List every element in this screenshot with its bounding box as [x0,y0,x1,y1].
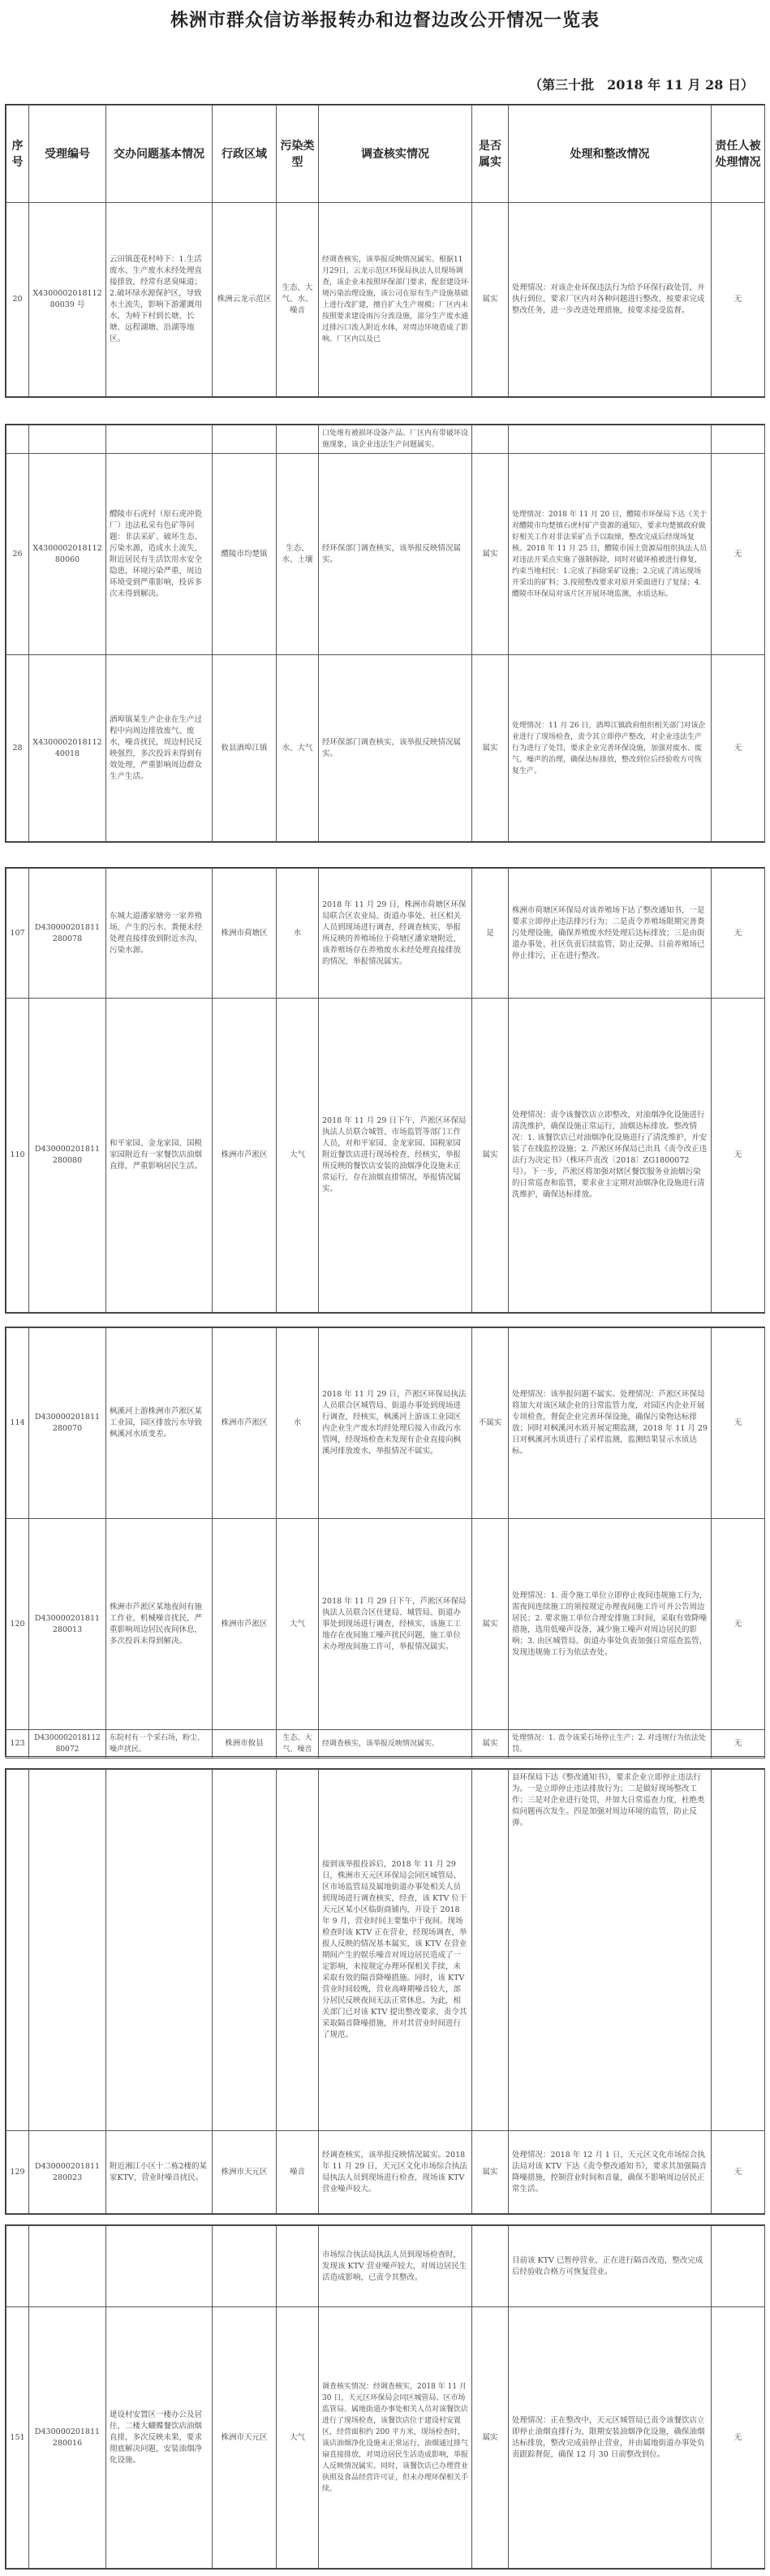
cell-type: 生态、大气、水、噪音 [277,203,319,397]
cell-accountability: 无 [712,869,765,999]
cell-handling: 处理情况：对该企业环保违法行为给予环保行政处罚，并执行到位，要求厂区内对各种问题进行整改，按要求完成整改任务，进一步改进处理措施，按要求接受监督。 [509,203,712,397]
cell-type [277,425,319,454]
cell-region: 株洲市荷塘区 [213,869,277,999]
cell-investigation: 经调查核实，该举报反映情况属实。2018 年 11 月 29 日，天元区文化市场综合执法局执法人员到现场进行检查，现场该 KTV 营业噪声较大。 [319,2131,472,2214]
complaints-table [6,1327,765,1758]
cell-no: 28 [6,655,29,842]
cell-accountability [712,2226,765,2307]
cell-id: X430000201811280060 [29,454,106,655]
cell-handling: 目前该 KTV 已暂停营业，正在进行隔音改造，整改完成后经验收合格方可恢复营业。 [509,2226,712,2307]
cell-accountability: 无 [712,2307,765,2569]
cell-type: 水、大气 [277,655,319,842]
cell-no [6,2226,29,2307]
cell-region: 株洲市攸县 [213,1730,277,1758]
cell-id: D430000201811280072 [29,1730,106,1758]
cell-region: 株洲市芦淞区 [213,1328,277,1519]
table-page-3 [5,867,765,1314]
cell-accountability: 无 [712,999,765,1313]
cell-accountability: 无 [712,203,765,397]
cell-id: D430000201811280070 [29,1328,106,1519]
cell-type: 大气 [277,999,319,1313]
cell-handling: 处理情况：11 月 26 日，酒埠江镇政府组织相关部门对该企业进行了现场检查，责令其立即停产整改，对企业违法生产行为进行了处罚，要求企业完善环保设施，加强对废水、废气、噪声的治理，确保达标排放，整改到位后经验收方可恢复生产。 [509,655,712,842]
cell-verified [472,425,509,454]
cell-accountability: 无 [712,1519,765,1730]
header-investigation: 调查核实情况 [319,106,472,203]
cell-investigation: 经环保部门调查核实，该举报反映情况属实。 [319,655,472,842]
header-type: 污染类型 [277,106,319,203]
table-row [6,454,765,655]
cell-handling: 株洲市荷塘区环保局对该养殖场下达了整改通知书，一是要求立即停止违法排污行为；二是责令养殖场限期完善粪污处理设施，确保养殖废水经处理后达标排放；三是由街道办事处、社区负责后续监管，防止反弹。目前养殖场已停止排污，正在进行整改。 [509,869,712,999]
cell-id: D430000201811280016 [29,2307,106,2569]
cell-no [6,1770,29,2131]
cell-investigation: 口处堆有被损坏设备产品。厂区内有带破坏设施现象，该企业违法生产问题属实。 [319,425,472,454]
cell-accountability: 无 [712,655,765,842]
header-content: 交办问题基本情况 [106,106,213,203]
cell-id: D430000201811280080 [29,999,106,1313]
cell-no: 107 [6,869,29,999]
header-accountability: 责任人被处理情况 [712,106,765,203]
cell-type [277,1770,319,2131]
cell-verified: 属实 [472,655,509,842]
table-page-4 [5,1327,765,1757]
cell-no: 20 [6,203,29,397]
batch-subtitle: （第三十批 2018 年 11 月 28 日） [529,77,754,93]
cell-investigation: 2018 年 11 月 29 日下午，芦淞区环保局执法人员联合城管、市场监管等部门工作人员，对和平家园、金龙家园、国税家园附近餐饮店进行现场检查，经核实，举报所反映的餐饮店安装的油烟净化设施未正常运行，存在油烟直排情况，举报情况属实。 [319,999,472,1313]
cell-verified: 属实 [472,2307,509,2569]
cell-no: 129 [6,2131,29,2214]
header-id: 受理编号 [29,106,106,203]
cell-handling: 处理情况：1. 责令施工单位立即停止夜间违规施工行为，需夜间连续施工的须按规定办理夜间施工许可并公告周边居民；2. 要求施工单位合理安排施工时间，采取有效降噪措施，选用低噪声设备，减少施工噪声对周边居民的影响；3. 由区城管局、街道办事处负责加强日常巡查监管，发现违规施工行为依法查处。 [509,1519,712,1730]
header-no: 序号 [6,106,29,203]
cell-region: 株洲市天元区 [213,2131,277,2214]
cell-verified: 属实 [472,203,509,397]
complaints-table [6,425,765,842]
cell-no: 26 [6,454,29,655]
cell-region: 株洲云龙示范区 [213,203,277,397]
header-region: 行政区域 [213,106,277,203]
cell-verified: 属实 [472,999,509,1313]
cell-investigation: 接到该举报投诉后，2018 年 11 月 29 日，株洲市天元区环保局会同区城管局、区市场监管局及属地街道办事处相关人员到现场进行调查核实，经查，该 KTV 位于天元区某小区临街商铺内，开设于 2018 年 9 月，营业时间主要集中于夜间。现场检查时该 KTV 正在营业，经现场调查，举报人反映的情况基本属实，该 KTV 在营业期间产生的娱乐噪音对周边居民造成了一定影响，未按规定办理环保相关手续，未采取有效的隔音降噪措施。同时，该 KTV 营业时间较晚，营业高峰期噪音较大，部分居民反映夜间无法正常休息。为此，相关部门已对该 KTV 提出整改要求，责令其采取隔音降噪措施，并对其营业时间进行了规范。 [319,1770,472,2131]
cell-region [213,425,277,454]
cell-content: 附近湘江小区十二栋2楼的某家KTV，营业时噪音扰民。 [106,2131,213,2214]
cell-verified: 是 [472,869,509,999]
cell-content: 和平家园、金龙家园、国税家园附近有一家餐饮店油烟直排，严重影响居民生活。 [106,999,213,1313]
cell-investigation: 2018 年 11 月 29 日，株洲市荷塘区环保局联合区农业局、街道办事处、社区相关人员到现场进行调查，经调查核实，举报所反映的养殖场位于荷塘区潘家塘附近，该养殖场存在养殖废水未经处理直接排放的情况，举报情况属实。 [319,869,472,999]
cell-no: 114 [6,1328,29,1519]
cell-region [213,2226,277,2307]
cell-type: 水 [277,1328,319,1519]
cell-accountability: 无 [712,1730,765,1758]
cell-verified [472,2226,509,2307]
cell-region: 攸县酒埠江镇 [213,655,277,842]
cell-type: 生态、水、土壤 [277,454,319,655]
cell-investigation: 2018 年 11 月 29 日，芦淞区环保局执法人员联合区城管局、街道办事处到现场进行调查，经核实，枫溪河上游该工业园区内企业生产废水均经处理后接入市政污水管网，经现场检查未发现有企业直接向枫溪河排放废水，举报情况不属实。 [319,1328,472,1519]
cell-investigation: 经调查核实，该举报反映情况属实。 [319,1730,472,1758]
cell-verified: 属实 [472,2131,509,2214]
cell-handling: 处理情况：责令该餐饮店立即整改，对油烟净化设施进行清洗维护，确保设施正常运行，油烟达标排放。整改情况：1. 该餐饮店已对油烟净化设施进行了清洗维护，并安装了在线监控设施；2. 芦淞区环保局已出具《责令改正违法行为决定书》（株环芦责改〔2018〕ZG1800072 号）。下一步，芦淞区将加强对辖区餐饮服务业油烟污染的日常巡查和监管，要求业主定期对油烟净化设施进行清洗维护，确保达标排放。 [509,999,712,1313]
cell-investigation: 市场综合执法局执法人员到现场检查时，发现该 KTV 营业噪声较大，对周边居民生活造成影响，已责令其整改。 [319,2226,472,2307]
header-row [6,106,765,203]
cell-handling: 处理情况：2018 年 11 月 20 日，醴陵市环保局下达《关于对醴陵市均楚镇石虎村矿产资源的通知》，要求均楚镇政府做好相关工作对非法采矿点予以取缔，整改完成后经现场复核。2018 年 11 月 25 日，醴陵市国土资源局组织执法人员对违法开采点实施了强制拆除，同时对破坏植被进行修复，约束当地村民：1.完成了拆除采矿设施；2.完成了清运现场开采出的矿料；3.按照整改要求对原开采面进行了复绿；4.醴陵市环保局对该片区开展环境监测，水质达标。 [509,454,712,655]
cell-handling: 县环保局下达《整改通知书》，要求企业立即停止违法行为。一是立即停止违法排放行为；二是做好现场整改工作；三是对企业进行处罚，并加大日常巡查力度，杜绝类似问题再次发生。四是加强对周边环境的监管，防止反弹。 [509,1770,712,2131]
complaints-table [6,1769,765,2214]
cell-id: D430000201811280013 [29,1519,106,1730]
cell-region [213,1770,277,2131]
cell-type: 噪音 [277,2131,319,2214]
table-page-2 [5,424,765,843]
cell-id: D430000201811280078 [29,869,106,999]
page-title: 株洲市群众信访举报转办和边督边改公开情况一览表 [170,11,600,31]
cell-investigation: 调查核实情况：经调查核实，2018 年 11 月 30 日，天元区环保局会同区城管局、区市场监管局、属地街道办事处相关人员对该餐饮店进行了现场检查，该餐饮店位于建设村安置区，经营面积约 200 平方米，现场检查时，该店油烟净化设施未正常运行，油烟通过排气扇直接排放，对周边居民生活造成影响，举报人反映情况属实。同时，该餐饮店已办理营业执照及食品经营许可证，但未办理环保相关手续。 [319,2307,472,2569]
table-row [6,655,765,842]
cell-region: 株洲市芦淞区 [213,999,277,1313]
cell-content: 东城大道潘家塘旁一家养殖场，产生的污水、粪便未经处理直接排放到附近水沟，污染水源。 [106,869,213,999]
cell-id [29,425,106,454]
cell-region: 株洲市天元区 [213,2307,277,2569]
complaints-table [6,2225,765,2569]
cell-content: 株洲市芦淞区某地夜间有施工作业，机械噪音扰民，严重影响周边居民夜间休息，多次投诉未得到解决。 [106,1519,213,1730]
cell-id: D430000201811280023 [29,2131,106,2214]
cell-content: 醴陵市石虎村（原石虎冲瓷厂）违法私采有色矿等问题：非法采矿、破坏生态、污染水源，造成水土流失，附近居民有生活饮用水安全隐患，环境污染严重，周边环境受到严重影响，投诉多次未得到解决。 [106,454,213,655]
cell-id [29,2226,106,2307]
complaints-table [6,105,765,397]
cell-verified: 属实 [472,454,509,655]
cell-verified: 属实 [472,1730,509,1758]
cell-accountability: 无 [712,454,765,655]
cell-accountability: 无 [712,1328,765,1519]
cell-investigation: 经环保部门调查核实，该举报反映情况属实。 [319,454,472,655]
cell-region: 醴陵市均楚镇 [213,454,277,655]
cell-content: 枫溪河上游株洲市芦淞区某工业园，园区排放污水导致枫溪河水质变差。 [106,1328,213,1519]
cell-verified: 属实 [472,1519,509,1730]
cell-content: 云田镇莲花村峙下：1.生活废水、生产废水未经处理直接排放，经常有恶臭味道；2.破坏绿水源保护区，导致水土流失，影响下游灌溉用水，为峙下村到长塘、长塘、远程湖塘、沿湖等地区。 [106,203,213,397]
header-verified: 是否属实 [472,106,509,203]
table-row [6,1519,765,1730]
cell-id: X430000201811240018 [29,655,106,842]
table-row [6,425,765,454]
table-row [6,1328,765,1519]
cell-content [106,1770,213,2131]
table-row [6,999,765,1313]
cell-no: 120 [6,1519,29,1730]
cell-investigation: 2018 年 11 月 29 日下午，芦淞区环保局执法人员联合区住建局、城管局、街道办事处到现场进行调查，经核实，该施工工地存在夜间施工噪声扰民问题，施工单位未办理夜间施工许可，举报情况属实。 [319,1519,472,1730]
table-page-5 [5,1768,765,2215]
cell-handling: 处理情况：2018 年 12 月 1 日，天元区文化市场综合执法局对该 KTV 下达《责令整改通知书》，要求其加强隔音降噪措施，控制营业时间和音量，确保不影响周边居民正常生活。 [509,2131,712,2214]
table-row [6,2226,765,2307]
cell-no [6,425,29,454]
cell-verified [472,1770,509,2131]
cell-content [106,425,213,454]
table-page-6 [5,2224,765,2570]
cell-no: 123 [6,1730,29,1758]
cell-handling: 处理情况：正在整改中，天元区城管局已责令该餐饮店立即停止油烟直排行为，限期安装油烟净化设施，确保油烟达标排放，整改完成前停止营业，并由属地街道办事处负责跟踪督促，确保 12 月 30 日前整改到位。 [509,2307,712,2569]
cell-type [277,2226,319,2307]
cell-type: 大气 [277,1519,319,1730]
cell-id [29,1770,106,2131]
table-page-1 [5,104,765,398]
cell-handling [509,425,712,454]
cell-accountability: 无 [712,2131,765,2214]
cell-accountability [712,425,765,454]
cell-handling: 处理情况：1. 责令该采石场停止生产；2. 对违规行为依法处罚。 [509,1730,712,1758]
table-row [6,1730,765,1758]
complaints-table [6,868,765,1313]
cell-handling: 处理情况：该举报问题不属实。处理情况：芦淞区环保局将加大对该区域企业的日常监管力度，对园区内企业开展专项检查，督促企业完善环保设施，确保污染物达标排放；同时对枫溪河水质开展定期监测，2018 年 11 月 29 日对枫溪河水质进行了采样监测，监测结果显示水质达标。 [509,1328,712,1519]
table-row [6,869,765,999]
cell-content: 酒埠镇某生产企业在生产过程中向周边排放废气、废水，噪音扰民，周边村民反映强烈，多次投诉未得到有效处理，严重影响周边群众生产生活。 [106,655,213,842]
cell-id: X430000201811280039 号 [29,203,106,397]
cell-content: 建设村安置区一楼办公及居住，二楼大蝴蝶餐饮店油烟直排，多次反映未果，要求彻底解决问题，安装油烟净化设施。 [106,2307,213,2569]
table-row [6,2131,765,2214]
cell-verified: 不属实 [472,1328,509,1519]
cell-investigation: 经调查核实，该举报反映情况属实。根据11月29日，云龙示范区环保局执法人员现场调查，该企业未按照环保部门要求，配套建设环境污染治理设施，该公司在原有生产设施基础上进行改扩建，擅自扩大生产规模；厂区内未按照要求建设雨污分流设施，部分生产废水通过排污口流入附近水体，对周边环境造成了影响。厂区内以及已 [319,203,472,397]
cell-content: 东院村有一个采石场，粉尘、噪声扰民。 [106,1730,213,1758]
cell-accountability [712,1770,765,2131]
table-row [6,2307,765,2569]
header-handling: 处理和整改情况 [509,106,712,203]
cell-type: 水 [277,869,319,999]
cell-content [106,2226,213,2307]
cell-region: 株洲市芦淞区 [213,1519,277,1730]
cell-no: 110 [6,999,29,1313]
table-row [6,1770,765,2131]
cell-type: 生态、大气、噪音 [277,1730,319,1758]
cell-type: 大气 [277,2307,319,2569]
table-row [6,203,765,397]
cell-no: 151 [6,2307,29,2569]
